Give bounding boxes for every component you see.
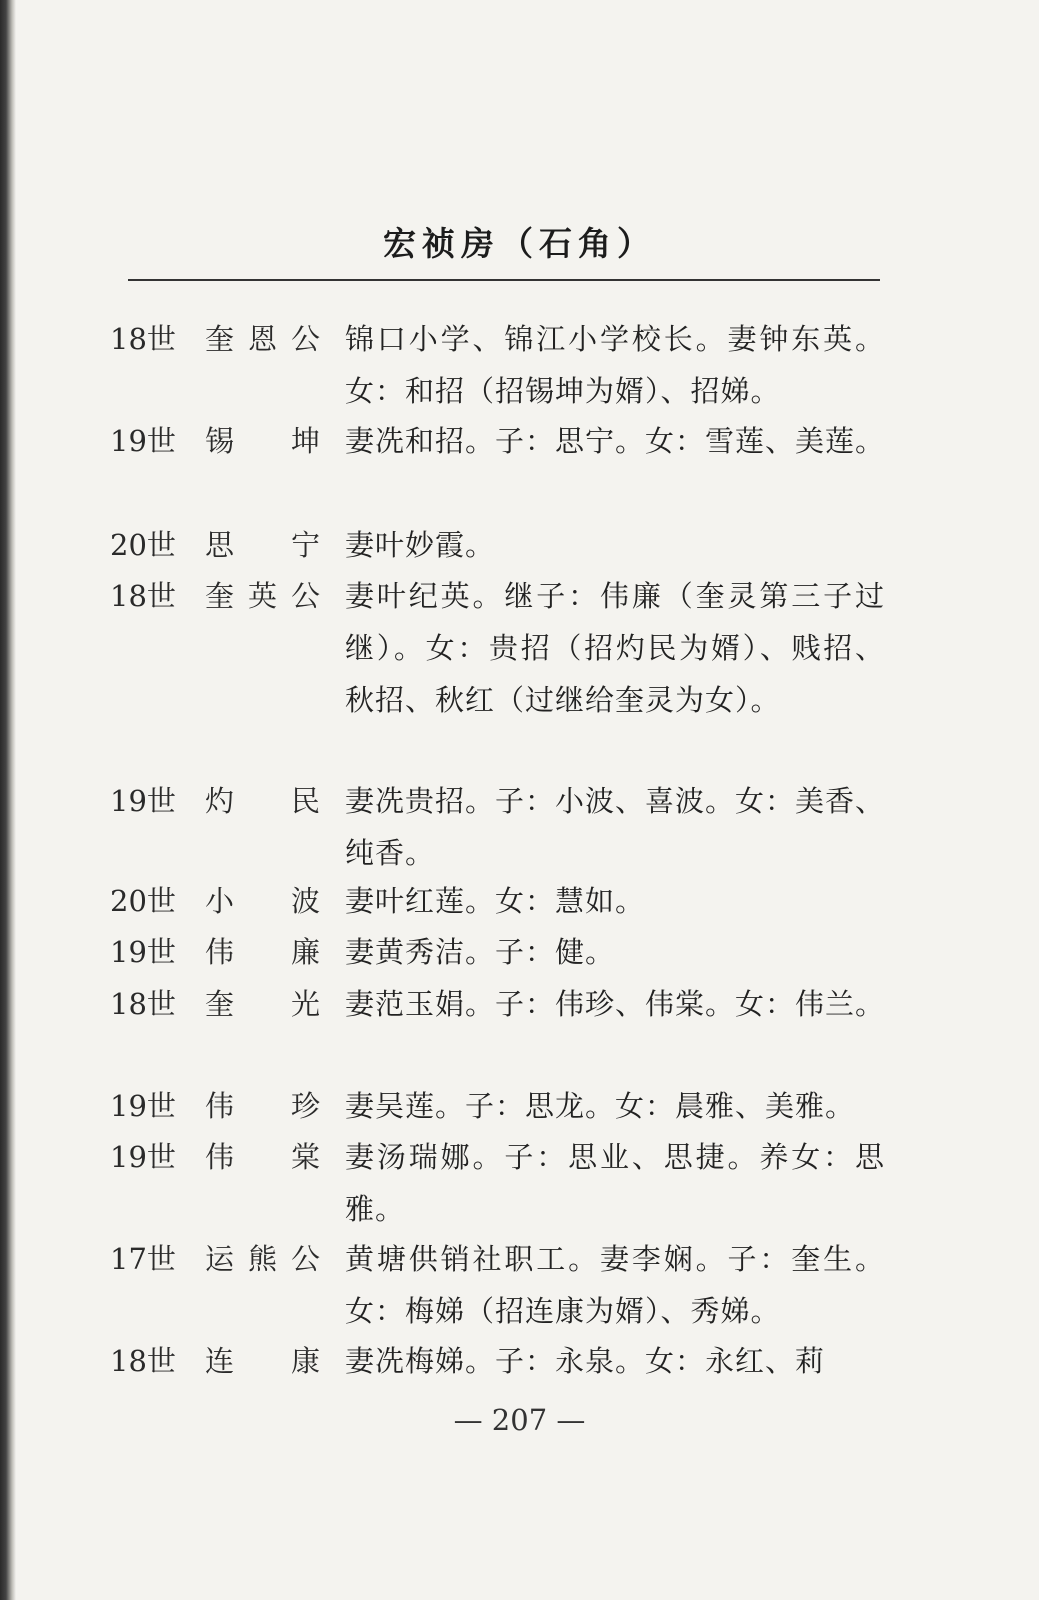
entry-description: 妻叶纪英。继子：伟廉（奎灵第三子过继）。女：贵招（招灼民为婿）、贱招、秋招、秋红（过继给奎灵为女）。 <box>345 579 885 717</box>
person-name: 思宁 <box>205 528 320 562</box>
person-name: 奎光 <box>205 987 320 1021</box>
entry-description: 妻吴莲。子：思龙。女：晨雅、美雅。 <box>345 1089 856 1123</box>
person-name: 小波 <box>205 884 320 918</box>
person-name: 锡坤 <box>205 424 320 458</box>
person-name: 伟棠 <box>205 1140 320 1174</box>
person-name: 连康 <box>205 1344 320 1378</box>
entry-description: 黄塘供销社职工。妻李娴。子：奎生。女：梅娣（招连康为婿）、秀娣。 <box>345 1242 885 1328</box>
person-name: 运熊公 <box>205 1242 320 1276</box>
page-title: 宏祯房（石角） <box>383 224 656 263</box>
entry-description: 妻冼贵招。子：小波、喜波。女：美香、纯香。 <box>345 784 886 870</box>
generation-label: 20世 <box>110 884 176 918</box>
generation-label: 18世 <box>110 322 176 356</box>
entry-description: 妻范玉娟。子：伟珍、伟棠。女：伟兰。 <box>345 987 886 1021</box>
generation-label: 18世 <box>110 1344 176 1378</box>
person-name: 奎英公 <box>205 579 320 613</box>
entry-description: 锦口小学、锦江小学校长。妻钟东英。女：和招（招锡坤为婿）、招娣。 <box>345 322 885 408</box>
entry-description: 妻叶妙霞。 <box>345 528 496 562</box>
entry-description: 妻冼梅娣。子：永泉。女：永红、莉 <box>345 1344 826 1378</box>
entry-description: 妻叶红莲。女：慧如。 <box>345 884 646 918</box>
generation-label: 18世 <box>110 579 176 613</box>
entry-description: 妻冼和招。子：思宁。女：雪莲、美莲。 <box>345 424 886 458</box>
page-number: — 207 — <box>453 1403 586 1437</box>
person-name: 伟廉 <box>205 935 320 969</box>
generation-label: 20世 <box>110 528 176 562</box>
person-name: 奎恩公 <box>205 322 320 356</box>
generation-label: 18世 <box>110 987 176 1021</box>
person-name: 灼民 <box>205 784 320 818</box>
generation-label: 19世 <box>110 1089 176 1123</box>
generation-label: 19世 <box>110 935 176 969</box>
generation-label: 19世 <box>110 784 176 818</box>
entry-description: 妻汤瑞娜。子：思业、思捷。养女：思雅。 <box>345 1140 885 1226</box>
generation-label: 17世 <box>110 1242 176 1276</box>
generation-label: 19世 <box>110 1140 176 1174</box>
entry-description: 妻黄秀洁。子：健。 <box>345 935 616 969</box>
generation-label: 19世 <box>110 424 176 458</box>
person-name: 伟珍 <box>205 1089 320 1123</box>
